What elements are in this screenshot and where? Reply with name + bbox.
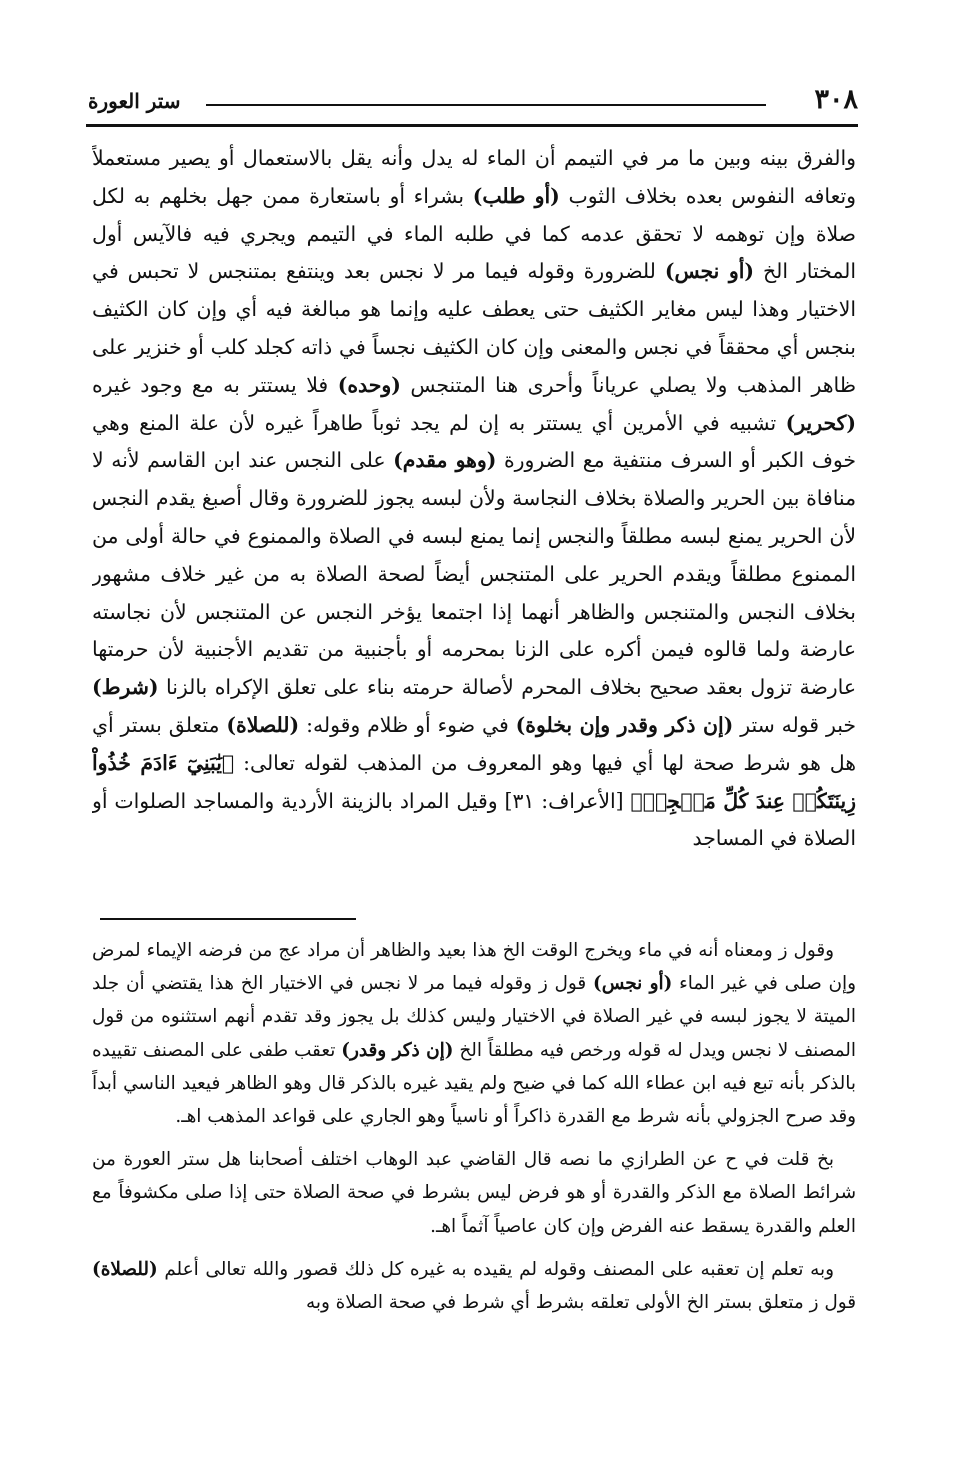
keyword-term: (وهو مقدم) — [393, 448, 497, 473]
keyword-term: (كحرير) — [785, 410, 856, 435]
text-run: وقول ز ومعناه أنه في ماء ويخرج الوقت الخ هذا بعيد والظاهر أن مراد عج من فرضه الإيماء لمرض وإن صلى في غير الماء — [92, 940, 856, 995]
main-paragraph — [92, 140, 856, 858]
keyword-term: (أو نجس) — [664, 259, 755, 284]
text-run: قول ز متعلق بستر الخ الأولى تعلقه بشرط أي شرط في صحة الصلاة وبه — [305, 1292, 856, 1314]
main-text — [92, 140, 856, 905]
text-run: للضرورة وقوله فيما مر لا نجس بعد وينتفع بمتنجس لا تحبس في الاختيار وهذا ليس مغاير الكثيف حتى يعطف عليه وإنما هو مبالغة فيه أي وإن كان الكثيف بنجس أي محققاً في نجس والمعنى وإن كان الكثيف نجساً في ذاته كجلد كلب أو خنزير على ظاهر المذهب ولا يصلي عرياناً وأحرى هنا المتنجس — [92, 259, 856, 397]
keyword-term: (شرط) — [92, 675, 159, 700]
text-run: بشراء أو باستعارة ممن جهل بخلهم به لكل صلاة وإن توهمه لا تحقق عدمه كما في طلبه الماء في التيمم ويجري فيه فالآيس أول المختار الخ — [92, 183, 856, 284]
text-run: متعلق بستر أي هل هو شرط صحة لها أي فيها وهو المعروف من المذهب لقوله تعالى: — [92, 712, 856, 775]
text-run: قول ز وقوله فيما مر لا نجس في الاختيار الخ هذا يقتضي أن جلد الميتة لا يجوز لبسه في غير الصلاة في الاختيار وليس كذلك بل يجوز وقد تقدم أنهم استثنوه من قول المصنف لا نجس ويدل له قوله ورخص فيه مطلقاً الخ — [92, 973, 856, 1061]
footnote-rule — [100, 918, 356, 920]
page-header — [88, 82, 858, 126]
keyword-term: (إن ذكر وقدر وإن بخلوة) — [515, 712, 734, 737]
keyword-term: (أو طلب) — [472, 183, 560, 208]
text-run: وبه تعلم إن تعقبه على المصنف وقوله لم يقيده به غيره كل ذلك قصور والله تعالى أعلم — [157, 1258, 834, 1280]
text-run: على النجس عند ابن القاسم لأنه لا منافاة بين الحرير والصلاة بخلاف النجاسة ولأن لبسه يجوز للضرورة وقال أصبغ يقدم النجس لأن الحرير يمنع لبسه مطلقاً والنجس إنما يمنع لبسه في الصلاة والممنوع في حالة أولى من الممنوع مطلقاً ويقدم الحرير على المتنجس أيضاً لصحة الصلاة به من غير خلاف مشهور بخلاف النجس والمتنجس والظاهر أنهما إذا اجتمعا يؤخر النجس عن المتنجس لأن نجاسته عارضة ولما قالوه فيمن أكره على الزنا بمحرمه أو بأجنبية من تقديم الأجنبية لأن حرمتها عارضة تزول بعقد صحيح بخلاف المحرم لأصالة حرمته بناء على تعلق الإكراه بالزنا — [92, 448, 856, 700]
header-rule — [86, 124, 858, 127]
text-run: [الأعراف: ٣١] وقيل المراد بالزينة الأردية والمساجد الصلوات أو الصلاة في المساجد — [92, 788, 856, 851]
keyword-term: (وحده) — [337, 372, 401, 397]
quran-verse: ﴿يَٰبَنِيٓ ءَادَمَ خُذُواْ زِينَتَكُمۡ عِندَ كُلِّ مَسۡجِدٖ﴾ — [92, 750, 856, 813]
keyword-term: (أو نجس) — [593, 973, 673, 995]
text-run: تعقب طفى على المصنف تقييده بالذكر بأنه تبع فيه ابن عطاء الله كما في ضيح ولم يقيد غيره بالذكر قال وهو الظاهر فيعيد الناسي أبداً وقد صرح الجزولي بأنه شرط مع القدرة ذاكراً أو ناسياً وهو الجاري على قواعد المذهب اهـ. — [92, 1039, 856, 1128]
text-run: تشبيه في الأمرين أي يستتر به إن لم يجد ثوباً طاهراً غيره لأن علة المنع وهي خوف الكبر أو السرف منتفية مع الضرورة — [92, 410, 856, 473]
footnote-paragraph — [92, 1143, 856, 1243]
text-run: فلا يستتر به مع وجود غيره — [92, 372, 338, 397]
text-run: خبر قوله ستر — [733, 712, 856, 737]
footnote-paragraph — [92, 934, 856, 1133]
keyword-term: (إن ذكر وقدر) — [341, 1039, 454, 1061]
footnote-paragraph — [92, 1253, 856, 1319]
page-number: ٣٠٨ — [814, 84, 858, 115]
keyword-term: (للصلاة) — [92, 1258, 158, 1280]
footnotes — [92, 934, 856, 1374]
text-run: في ضوء أو ظلام وقوله: — [299, 712, 516, 737]
header-dash-line — [206, 104, 766, 106]
text-run: والفرق بينه وبين ما مر في التيمم أن الماء له يدل وأنه يقل بالاستعمال أو يصير مستعملاً وتعافه النفوس بعده بخلاف الثوب — [92, 146, 856, 208]
text-run: بخ قلت في ح عن الطرازي ما نصه قال القاضي عبد الوهاب اختلف أصحابنا هل ستر العورة من شرائط الصلاة مع الذكر والقدرة أو هو فرض ليس بشرط في صحة الصلاة حتى إذا صلى مكشوفاً مع العلم والقدرة يسقط عنه الفرض وإن كان عاصياً آثماً اهـ. — [92, 1149, 856, 1237]
keyword-term: (للصلاة) — [226, 712, 300, 737]
running-title: ستر العورة — [88, 89, 181, 113]
